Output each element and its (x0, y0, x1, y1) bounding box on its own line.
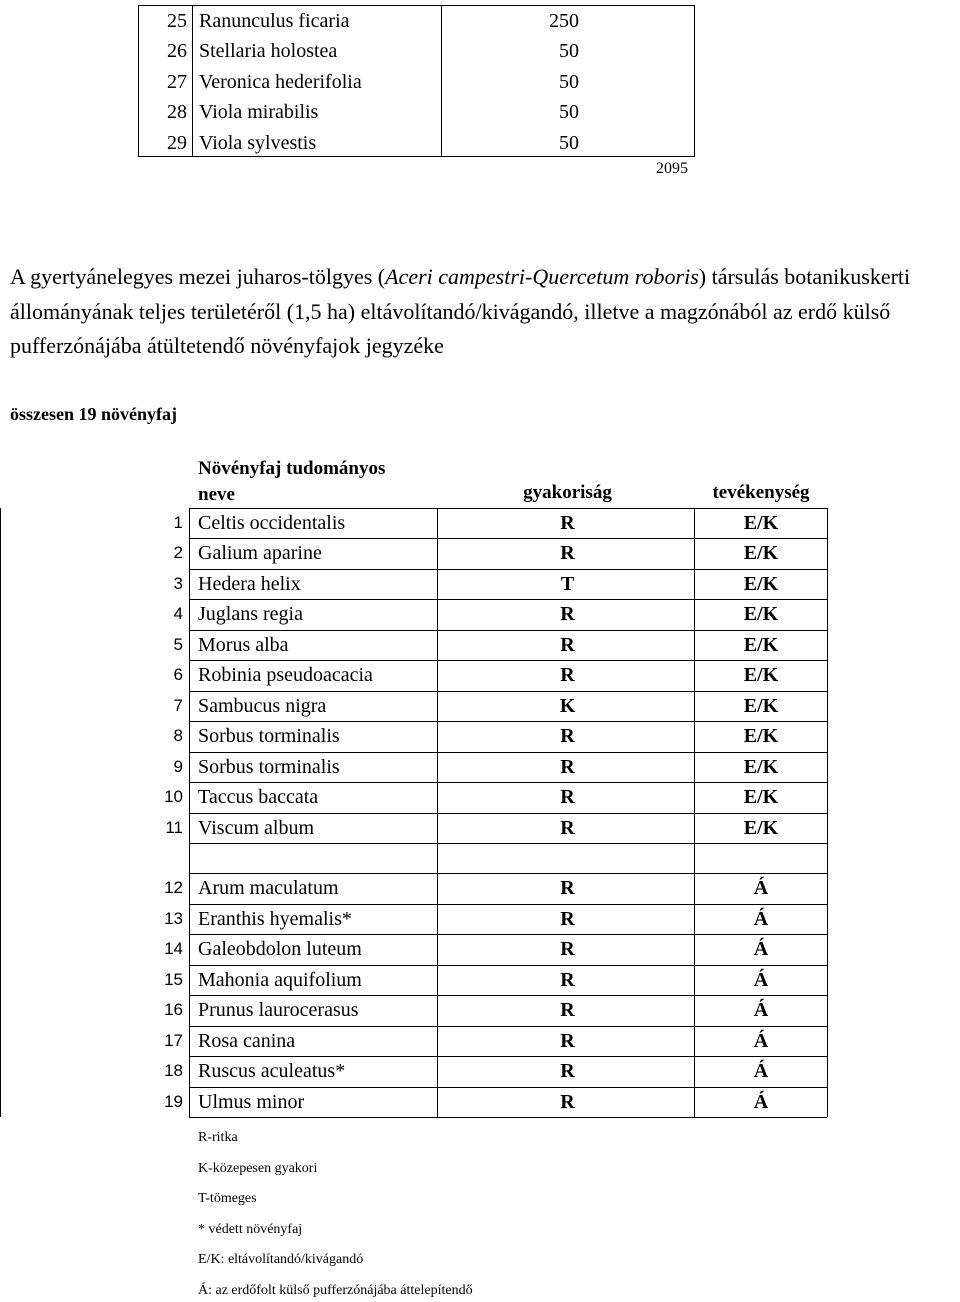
table-row (0, 904, 828, 934)
species-count: összesen 19 növényfaj (10, 404, 177, 424)
activity-code: E/K (743, 664, 779, 687)
species-name: Robinia pseudoacacia (198, 664, 373, 687)
top-table-row (139, 128, 694, 158)
table-row (0, 691, 828, 721)
species-name: Sambucus nigra (198, 694, 327, 717)
activity-code: Á (753, 1029, 769, 1052)
table-row (0, 782, 828, 812)
table-row (0, 934, 828, 964)
activity-code: Á (753, 968, 769, 991)
frequency-code: R (560, 968, 575, 991)
frequency-code: R (560, 999, 575, 1022)
species-name: Rosa canina (198, 1029, 296, 1052)
row-number: 15 (164, 969, 183, 989)
frequency-code: R (560, 542, 575, 565)
frequency-code: R (560, 512, 575, 534)
activity-code: E/K (743, 572, 779, 595)
row-number: 28 (167, 101, 187, 124)
table-row (0, 599, 828, 629)
legend-item: * védett növényfaj (198, 1221, 303, 1237)
row-number: 17 (164, 1030, 183, 1050)
species-name: Celtis occidentalis (198, 512, 346, 534)
species-value: 50 (559, 101, 579, 124)
total-value: 2095 (656, 160, 688, 177)
row-number: 29 (167, 131, 187, 154)
legend-item: T-tömeges (198, 1191, 257, 1207)
species-name: Viscum album (198, 816, 315, 839)
row-number: 12 (164, 878, 183, 898)
row-number: 6 (173, 665, 183, 685)
row-number: 8 (173, 726, 183, 746)
species-name: Viola mirabilis (199, 101, 319, 124)
frequency-code: R (560, 603, 575, 626)
heading-text-1: A gyertyánelegyes mezei juharos-tölgyes ( (10, 264, 386, 289)
activity-code: E/K (743, 755, 779, 778)
frequency-code: R (560, 1029, 575, 1052)
legend-item: K-közepesen gyakori (198, 1160, 318, 1176)
frequency-code: R (560, 1060, 575, 1083)
species-value: 50 (559, 40, 579, 63)
row-number: 5 (173, 634, 183, 654)
frequency-code: R (560, 633, 575, 656)
species-name: Viola sylvestis (199, 131, 317, 154)
species-name: Arum maculatum (198, 877, 339, 900)
top-table-row (139, 97, 694, 127)
species-name: Mahonia aquifolium (198, 968, 362, 991)
activity-code: Á (753, 1090, 769, 1113)
top-table-row (139, 67, 694, 97)
frequency-code: R (560, 816, 575, 839)
species-name: Prunus laurocerasus (198, 999, 359, 1022)
frequency-code: K (559, 694, 576, 717)
table-row (0, 873, 828, 903)
frequency-code: R (560, 755, 575, 778)
frequency-code: R (560, 907, 575, 930)
table-row (0, 1056, 828, 1086)
species-value: 50 (559, 131, 579, 154)
row-number: 4 (173, 604, 183, 624)
species-name: Morus alba (198, 633, 289, 656)
species-name: Ruscus aculeatus* (198, 1060, 346, 1083)
column-header-frequency: gyakoriság (523, 482, 612, 503)
row-number: 2 (173, 543, 183, 563)
activity-code: E/K (743, 786, 779, 809)
table-row (0, 995, 828, 1025)
row-number: 16 (164, 1000, 183, 1020)
column-header-name-line2: neve (198, 484, 235, 505)
table-row (0, 1026, 828, 1056)
frequency-code: R (560, 1090, 575, 1113)
species-name: Juglans regia (198, 603, 303, 626)
row-number: 25 (167, 10, 187, 32)
row-number: 1 (173, 513, 183, 532)
frequency-code: T (560, 572, 575, 595)
row-number: 19 (164, 1091, 183, 1111)
activity-code: E/K (743, 694, 779, 717)
row-number: 27 (167, 70, 187, 93)
legend-item: E/K: eltávolítandó/kivágandó (198, 1252, 364, 1268)
table-row (0, 721, 828, 751)
row-number: 18 (164, 1061, 183, 1081)
activity-code: Á (753, 999, 769, 1022)
species-name: Sorbus torminalis (198, 725, 340, 748)
top-table-row (139, 6, 694, 36)
frequency-code: R (560, 938, 575, 961)
species-name: Veronica hederifolia (199, 70, 362, 93)
activity-code: E/K (743, 633, 779, 656)
table-row (0, 569, 828, 599)
species-table (0, 508, 828, 1117)
species-name: Galium aparine (198, 542, 322, 565)
heading-latin-name: Aceri campestri-Quercetum roboris (385, 264, 699, 289)
frequency-code: R (560, 877, 575, 900)
frequency-code: R (560, 664, 575, 687)
table-row (0, 1087, 828, 1117)
table-row (0, 630, 828, 660)
table-row (0, 508, 828, 538)
species-name: Ulmus minor (198, 1090, 305, 1113)
row-number: 7 (173, 695, 183, 715)
species-name: Galeobdolon luteum (198, 938, 362, 961)
species-name: Sorbus torminalis (198, 755, 340, 778)
table-row (0, 965, 828, 995)
table-row-empty (0, 843, 828, 873)
grid-line (189, 1117, 827, 1118)
list-heading (10, 260, 960, 364)
top-species-table (138, 5, 695, 157)
species-name: Ranunculus ficaria (199, 10, 350, 32)
row-number: 26 (167, 40, 187, 63)
row-number: 9 (173, 756, 183, 776)
row-number: 10 (164, 787, 183, 807)
species-value: 250 (549, 10, 579, 32)
legend-item: Á: az erdőfolt külső pufferzónájába áttelepítendő (198, 1283, 473, 1298)
top-table-row (139, 36, 694, 66)
frequency-code: R (560, 725, 575, 748)
activity-code: E/K (743, 816, 779, 839)
table-row (0, 752, 828, 782)
row-number: 11 (165, 817, 183, 837)
frequency-code: R (560, 786, 575, 809)
legend-item: R-ritka (198, 1130, 238, 1145)
activity-code: Á (753, 1060, 769, 1083)
table-row (0, 813, 828, 843)
table-row (0, 538, 828, 568)
activity-code: Á (753, 907, 769, 930)
row-number: 14 (164, 939, 183, 959)
species-name: Taccus baccata (198, 786, 319, 809)
row-number: 13 (164, 908, 183, 928)
activity-code: E/K (743, 725, 779, 748)
table-row (0, 660, 828, 690)
activity-code: E/K (743, 603, 779, 626)
species-name: Eranthis hyemalis* (198, 907, 352, 930)
species-name: Hedera helix (198, 572, 301, 595)
activity-code: E/K (743, 512, 779, 534)
activity-code: Á (753, 877, 769, 900)
activity-code: E/K (743, 542, 779, 565)
row-number: 3 (173, 573, 183, 593)
heading-text-2: ) társulás botanikuskerti állományának teljes területéről (1,5 ha) eltávolítandó/kivágandó, illetve a magzónából az erdő külső pufferzónájába átültetendő növényfajok jegyzéke (10, 264, 911, 358)
column-header-name-line1: Növényfaj tudományos (198, 458, 386, 479)
column-header-name (198, 456, 458, 508)
activity-code: Á (753, 938, 769, 961)
species-name: Stellaria holostea (199, 40, 338, 63)
species-value: 50 (559, 70, 579, 93)
column-header-activity: tevékenység (712, 482, 810, 503)
